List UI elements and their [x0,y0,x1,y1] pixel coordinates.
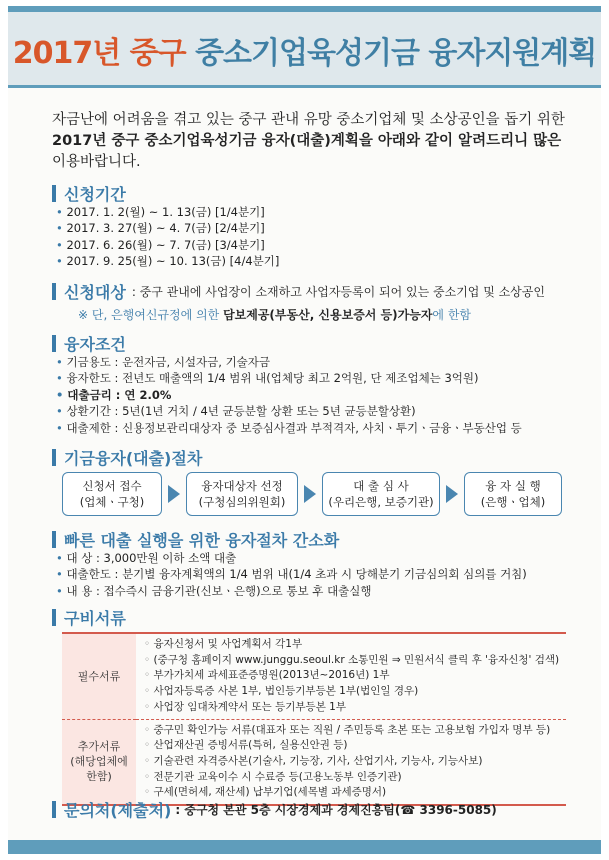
title-banner [8,6,601,88]
list-item: ◦ 융자신청서 및 사업계획서 각1부 [144,637,560,653]
procedure-flow [62,472,562,516]
procedure-step [464,472,562,516]
list-item: • 2017. 6. 26(월) ~ 7. 7(금) [3/4분기] [56,237,279,253]
list-item: • 대출금리 : 연 2.0% [56,387,522,403]
section-bar-icon [52,335,56,352]
additional-docs-list [136,719,566,804]
list-item: • 융자한도 : 전년도 매출액의 1/4 범위 내(업체당 최고 2억원, 단 제조업체는 3억원) [56,370,522,386]
section-heading: 신청대상 [64,283,126,302]
eligibility-text: : 중구 관내에 사업장이 소재하고 사업자등록이 되어 있는 중소기업 및 소상공인 [131,285,545,299]
contact-section [52,798,497,821]
procedure-step [322,472,440,516]
list-item: • 대 상 : 3,000만원 이하 소액 대출 [56,550,527,566]
section-heading: 신청기간 [64,185,126,204]
section-bar-icon [52,185,56,202]
required-docs-list [136,634,566,719]
table-row [62,634,566,719]
label-line: 한함) [86,770,112,784]
step-detail: (우리은행, 보증기관) [328,495,434,509]
list-item: ◦ 사업자등록증 사본 1부, 법인등기부등본 1부(법인일 경우) [144,684,560,700]
banner-top-stripe [8,6,601,12]
list-item: • 내 용 : 접수즉시 금융기관(신보ㆍ은행)으로 통보 후 대출실행 [56,583,527,599]
step-title: 대 출 심 사 [353,479,409,493]
section-bar-icon [52,449,56,466]
procedure-step [62,472,162,516]
arrow-right-icon [446,485,458,503]
step-title: 융자대상자 선정 [201,479,283,493]
list-item: ◦ 중구민 확인가능 서류(대표자 또는 직원 / 주민등록 초본 또는 고용보험 가입자 명부 등) [144,723,560,739]
section-heading: 구비서류 [64,609,126,628]
section-bar-icon [52,609,56,626]
section-documents [52,606,126,629]
additional-docs-label [62,719,136,804]
section-heading: 융자조건 [64,335,126,354]
step-detail: (구청심의위원회) [198,495,286,509]
step-detail: (업체ㆍ구청) [79,495,145,509]
arrow-right-icon [304,485,316,503]
note-suffix: 에 한함 [432,308,472,322]
intro-line-2: 2017년 중구 중소기업육성기금 융자(대출)계획을 아래와 같이 알려드리니 많은 [52,133,562,149]
contact-heading: 문의처(제출처) [64,801,172,820]
step-detail: (은행ㆍ업체) [480,495,546,509]
step-title: 신청서 접수 [82,479,142,493]
list-item: • 대출한도 : 분기별 융자계획액의 1/4 범위 내(1/4 초과 시 당해분기 기금심의회 심의를 거침) [56,566,527,582]
section-application-period [52,182,126,205]
list-item: • 2017. 3. 27(월) ~ 4. 7(금) [2/4분기] [56,220,279,236]
required-docs-label: 필수서류 [62,634,136,719]
list-item: ◦ 부가가치세 과세표준증명원(2013년~2016년) 1부 [144,668,560,684]
documents-table [62,632,566,806]
intro-line-3: 이용바랍니다. [52,154,141,170]
section-bar-icon [52,531,56,548]
application-period-list [56,204,279,270]
arrow-right-icon [168,485,180,503]
list-item: • 상환기간 : 5년(1년 거치 / 4년 균등분할 상환 또는 5년 균등분할상환) [56,403,522,419]
loan-terms-list [56,354,522,436]
list-item: • 대출제한 : 신용정보관리대상자 중 보증심사결과 부적격자, 사치ㆍ투기ㆍ금융ㆍ부동산업 등 [56,420,522,436]
section-heading: 기금융자(대출)절차 [64,449,203,468]
list-item: • 2017. 9. 25(월) ~ 10. 13(금) [4/4분기] [56,253,279,269]
intro-line-1: 자금난에 어려움을 겪고 있는 중구 관내 유망 중소기업체 및 소상공인을 돕기 위한 [52,112,565,128]
list-item: • 기금용도 : 운전자금, 시설자금, 기술자금 [56,354,522,370]
intro-paragraph [52,110,572,173]
label-line: 추가서류 [77,740,121,754]
title-main: 중소기업육성기금 융자지원계획 [195,36,597,71]
title-year: 2017년 중구 [12,36,186,71]
footer-stripe [8,840,601,854]
eligibility-note [78,306,471,323]
note-bold: 담보제공(부동산, 신용보증서 등)가능자 [223,308,433,322]
note-prefix: ※ 단, 은행여신규정에 의한 [78,308,224,322]
label-line: (해당업체에 [70,755,128,769]
section-procedure [52,446,202,469]
list-item: ◦ 산업재산권 증빙서류(특허, 실용신안권 등) [144,738,560,754]
page-title [8,28,601,72]
list-item: ◦ 기술관련 자격증사본(기술사, 기능장, 기사, 산업기사, 기능사, 기능사보) [144,754,560,770]
notice-page [8,6,601,854]
section-simplified [52,528,339,551]
section-bar-icon [52,283,56,300]
list-item: • 2017. 1. 2(월) ~ 1. 13(금) [1/4분기] [56,204,279,220]
contact-text: : 중구청 본관 5층 시장경제과 경제진흥팀(☎ 3396-5085) [175,803,497,817]
procedure-step [186,472,298,516]
section-loan-terms [52,332,126,355]
section-eligibility [52,280,545,303]
list-item: ◦ (중구청 홈페이지 www.junggu.seoul.kr 소통민원 ⇒ 민원서식 클릭 후 '융자신청' 검색) [144,653,560,669]
table-row [62,719,566,804]
simplified-list [56,550,527,599]
section-heading: 빠른 대출 실행을 위한 융자절차 간소화 [64,531,340,550]
list-item: ◦ 사업장 임대차계약서 또는 등기부등본 1부 [144,700,560,716]
section-bar-icon [52,801,56,818]
step-title: 융 자 실 행 [485,479,541,493]
list-item: ◦ 구세(면허세, 재산세) 납부기업(세목별 과세증명서) [144,785,560,801]
list-item: ◦ 전문기관 교육이수 시 수료증 등(고용노동부 인증기관) [144,770,560,786]
